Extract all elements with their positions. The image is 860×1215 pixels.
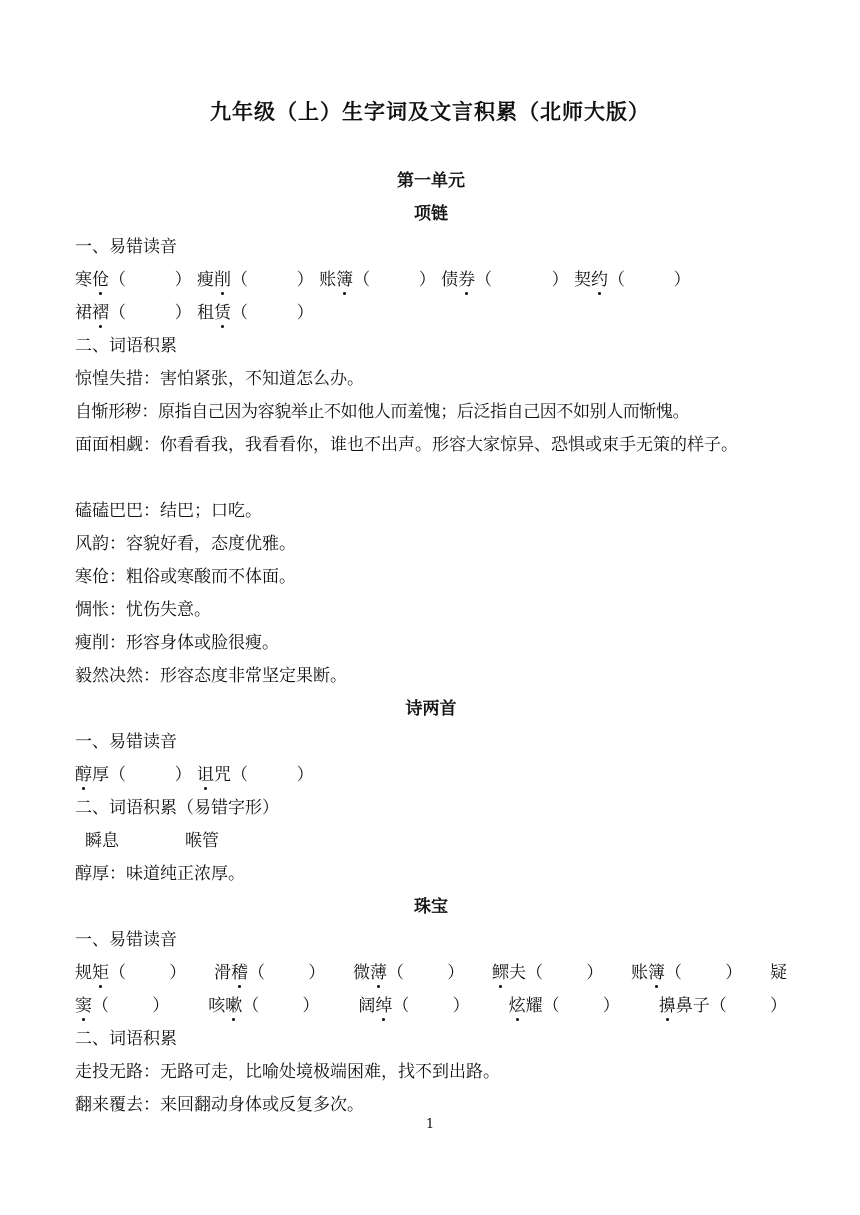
pron-item: 鳏夫（ ） (492, 957, 603, 990)
pron-item: 擤鼻子（ ） (659, 990, 787, 1023)
pronunciation-row (75, 990, 787, 1023)
pron-item: 瘦削（ ） (197, 264, 314, 297)
pron-item: 寒伧（ ） (75, 264, 192, 297)
pronunciation-row (75, 297, 787, 330)
pron-item: 契约（ ） (574, 264, 691, 297)
lesson-title: 珠宝 (414, 897, 448, 917)
vocab-entry: 自惭形秽：原指自己因为容貌举止不如他人而羞愧；后泛指自己因不如别人而惭愧。 (75, 402, 690, 422)
pron-item: 裙褶（ ） (75, 297, 192, 330)
vocab-entry: 惆怅：忧伤失意。 (75, 600, 211, 620)
pron-item: 租赁（ ） (197, 297, 314, 330)
lesson-title: 项链 (414, 204, 448, 224)
pron-item: 诅咒（ ） (197, 759, 314, 792)
shape-words-row (75, 825, 787, 858)
pron-item: 账簿（ ） (631, 957, 742, 990)
section-heading: 二、词语积累 (75, 336, 177, 356)
shape-word: 瞬息 (85, 831, 119, 851)
vocab-entry: 惊惶失措：害怕紧张，不知道怎么办。 (75, 369, 364, 389)
vocab-entry: 面面相觑：你看看我，我看看你，谁也不出声。形容大家惊异、恐惧或束手无策的样子。 (75, 435, 738, 455)
shape-word: 喉管 (185, 831, 219, 851)
vocab-entry: 毅然决然：形容态度非常坚定果断。 (75, 666, 347, 686)
vocab-entry: 寒伧：粗俗或寒酸而不体面。 (75, 567, 296, 587)
pron-item: 债券（ ） (441, 264, 568, 297)
pronunciation-row (75, 759, 787, 792)
pronunciation-row (75, 264, 787, 297)
pron-item: 规矩（ ） (75, 957, 186, 990)
pron-item: 阔绰（ ） (358, 990, 469, 1023)
page-number: 1 (425, 1117, 435, 1132)
section-heading: 二、词语积累（易错字形） (75, 798, 279, 818)
pron-item: 滑稽（ ） (214, 957, 325, 990)
vocab-entry: 风韵：容貌好看，态度优雅。 (75, 534, 296, 554)
section-heading: 一、易错读音 (75, 732, 177, 752)
pronunciation-row (75, 957, 787, 990)
vocab-entry: 翻来覆去：来回翻动身体或反复多次。 (75, 1095, 364, 1115)
document-content (75, 165, 787, 1122)
pron-item: 窦（ ） (75, 990, 169, 1023)
section-heading: 二、词语积累 (75, 1029, 177, 1049)
vocab-entry: 走投无路：无路可走，比喻处境极端困难，找不到出路。 (75, 1062, 500, 1082)
pron-item: 疑 (770, 963, 787, 983)
pron-item: 账簿（ ） (319, 264, 436, 297)
pron-item: 微薄（ ） (353, 957, 464, 990)
pron-item: 炫耀（ ） (509, 990, 620, 1023)
unit-heading: 第一单元 (397, 171, 465, 191)
document-title: 九年级（上）生字词及文言积累（北师大版） (210, 100, 650, 124)
lesson-title: 诗两首 (405, 699, 457, 719)
section-heading: 一、易错读音 (75, 237, 177, 257)
vocab-entry: 瘦削：形容身体或脸很瘦。 (75, 633, 279, 653)
vocab-entry: 醇厚：味道纯正浓厚。 (75, 864, 245, 884)
section-heading: 一、易错读音 (75, 930, 177, 950)
pron-item: 醇厚（ ） (75, 759, 192, 792)
pron-item: 咳嗽（ ） (208, 990, 319, 1023)
vocab-entry: 磕磕巴巴：结巴；口吃。 (75, 501, 262, 521)
